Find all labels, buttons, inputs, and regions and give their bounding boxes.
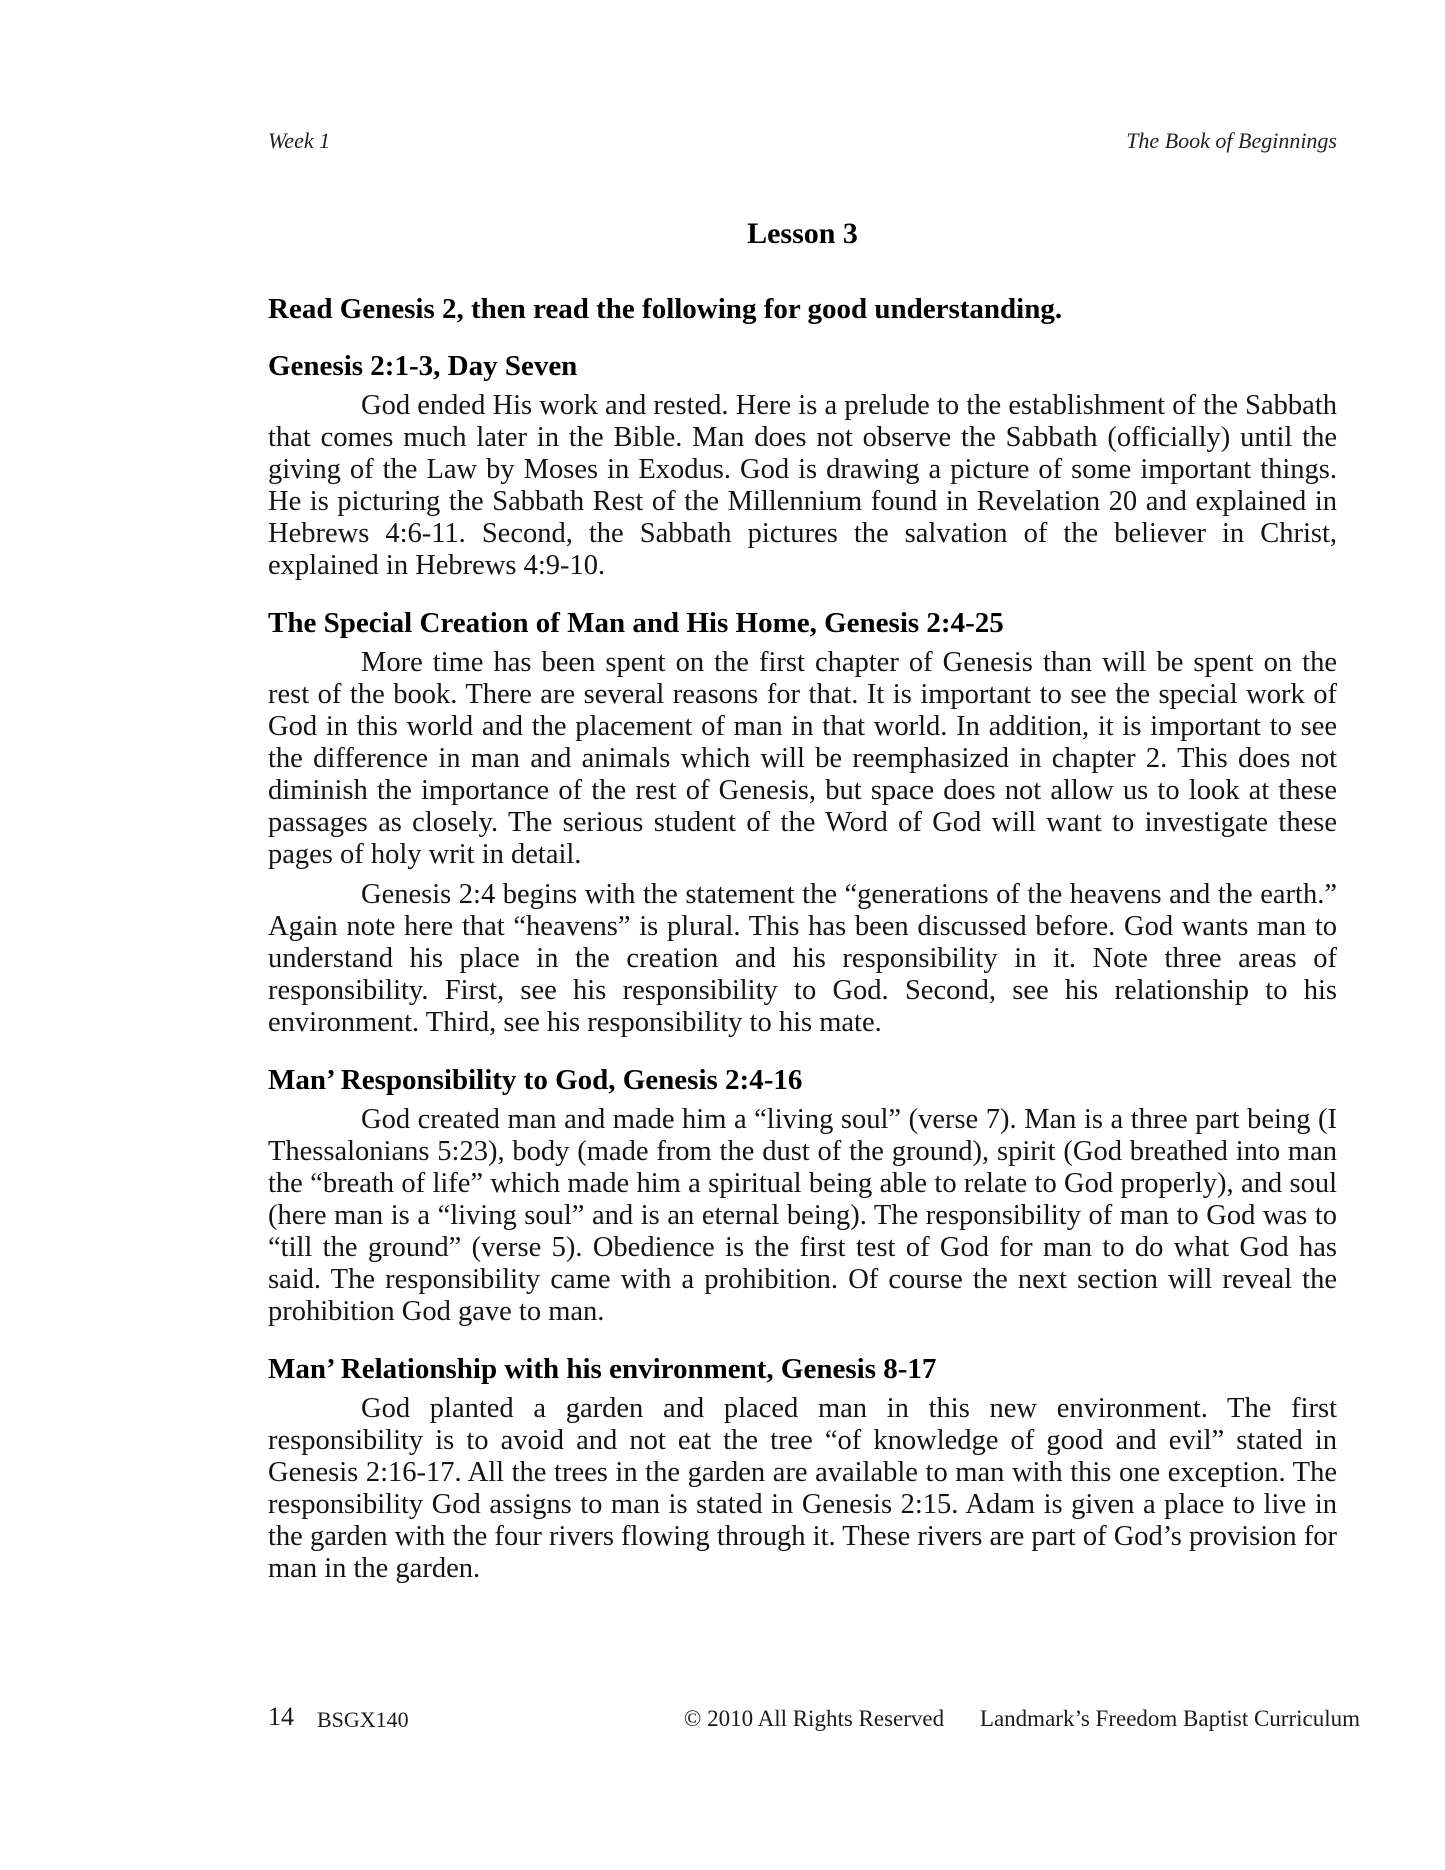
paragraph: Genesis 2:4 begins with the statement the “generations of the heavens and the earth.” Again note here that “heavens” is plural. This has been discussed before. God wants man to understand his place in the creation and his responsibility in it. Note three areas of responsibility. First, see his responsibility to God. Second, see his relationship to his environment. Third, see his responsibility to his mate.	[268, 879, 1337, 1038]
paragraph: God planted a garden and placed man in this new environment. The first responsibility is to avoid and not eat the tree “of knowledge of good and evil” stated in Genesis 2:16-17. All the trees in the garden are available to man with this one exception. The responsibility God assigns to man is stated in Genesis 2:15. Adam is given a place to live in the garden with the four rivers flowing through it. These rivers are part of God’s provision for man in the garden.	[268, 1393, 1337, 1584]
intro-heading: Read Genesis 2, then read the following for good understanding.	[268, 293, 1063, 325]
section-heading-special-creation: The Special Creation of Man and His Home, Genesis 2:4-25	[268, 607, 1004, 639]
page-content	[268, 0, 1337, 1593]
doc-code: BSGX140	[317, 1707, 409, 1732]
section-heading-day-seven: Genesis 2:1-3, Day Seven	[268, 350, 578, 382]
section-heading-relationship-environment: Man’ Relationship with his environment, Genesis 8-17	[268, 1353, 937, 1385]
header-week-label: Week 1	[268, 128, 331, 153]
lesson-title: Lesson 3	[747, 217, 858, 250]
page-footer	[268, 1700, 1360, 1740]
section-heading-responsibility-to-god: Man’ Responsibility to God, Genesis 2:4-16	[268, 1064, 803, 1096]
publisher-name: Landmark’s Freedom Baptist Curriculum	[979, 1706, 1360, 1731]
copyright-notice: © 2010 All Rights Reserved	[683, 1706, 945, 1731]
page-number: 14	[268, 1702, 294, 1731]
paragraph: God created man and made him a “living soul” (verse 7). Man is a three part being (I Thessalonians 5:23), body (made from the dust of the ground), spirit (God breathed into man the “breath of life” which made him a spiritual being able to relate to God properly), and soul (here man is a “living soul” and is an eternal being). The responsibility of man to God was to “till the ground” (verse 5). Obedience is the first test of God for man to do what God has said. The responsibility came with a prohibition. Of course the next section will reveal the prohibition God gave to man.	[268, 1104, 1337, 1327]
paragraph: More time has been spent on the first chapter of Genesis than will be spent on the rest of the book. There are several reasons for that. It is important to see the special work of God in this world and the placement of man in that world. In addition, it is important to see the difference in man and animals which will be reemphasized in chapter 2. This does not diminish the importance of the rest of Genesis, but space does not allow us to look at these passages as closely. The serious student of the Word of God will want to investigate these pages of holy writ in detail.	[268, 647, 1337, 870]
paragraph: God ended His work and rested. Here is a prelude to the establishment of the Sabbath that comes much later in the Bible. Man does not observe the Sabbath (officially) until the giving of the Law by Moses in Exodus. God is drawing a picture of some important things. He is picturing the Sabbath Rest of the Millennium found in Revelation 20 and explained in Hebrews 4:6-11. Second, the Sabbath pictures the salvation of the believer in Christ, explained in Hebrews 4:9-10.	[268, 390, 1337, 581]
header-book-title: The Book of Beginnings	[1126, 128, 1337, 153]
